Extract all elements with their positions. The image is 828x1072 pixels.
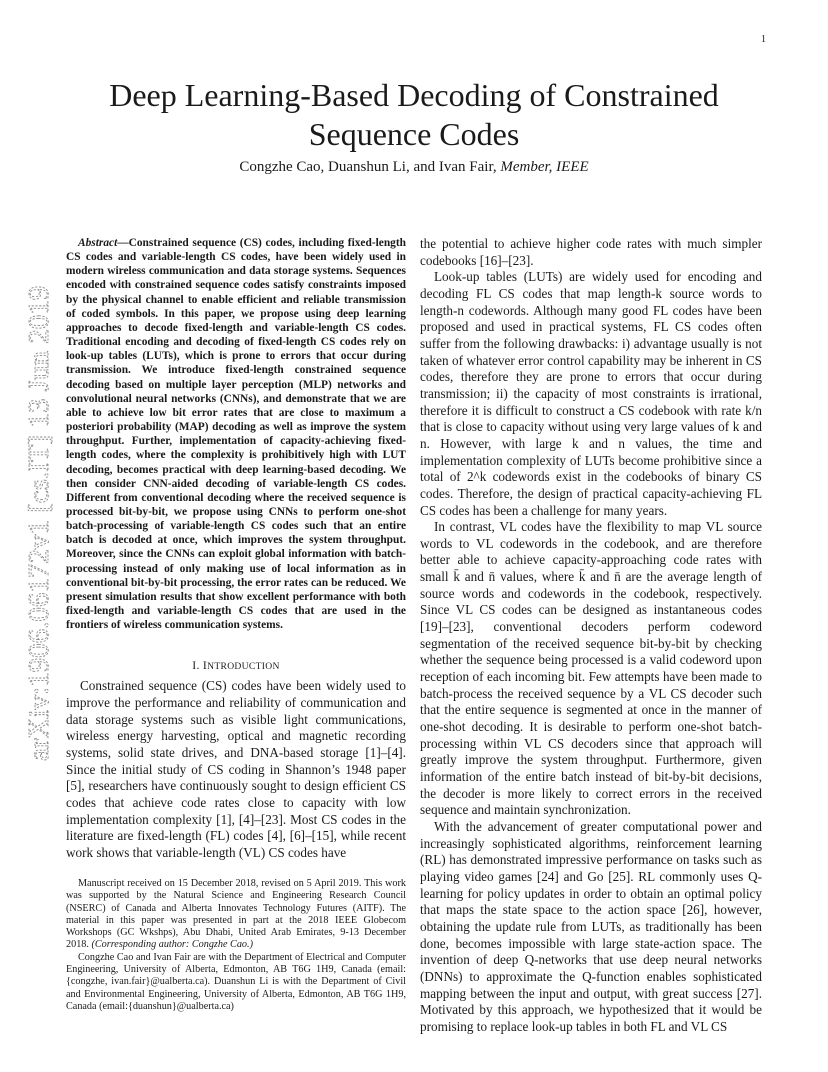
left-column	[66, 236, 406, 862]
abstract	[66, 236, 406, 632]
title-line-1: Deep Learning-Based Decoding of Constrained	[109, 77, 719, 113]
footnote-corresponding-author: (Corresponding author: Congzhe Cao.)	[91, 939, 253, 951]
right-column	[420, 236, 762, 1036]
arxiv-stamp-text: arXiv:1906.06172v1 [cs.IT] 13 Jun 2019	[23, 285, 55, 761]
author-names: Congzhe Cao, Duanshun Li, and Ivan Fair,	[239, 159, 497, 175]
abstract-label: Abstract	[78, 237, 118, 249]
footnote-affiliations: Congzhe Cao and Ivan Fair are with the Department of Electrical and Computer Engineering, University of Alberta, Edmonton, AB T6G 1H9, Canada (email:{congzhe, ivan.fair}@ualberta.ca). Duanshun Li is with the Department of Civil and Environmental Engineering, University of Alberta, Edmonton, AB T6G 1H9, Canada (email:{duanshun}@ualberta.ca)	[66, 951, 406, 1012]
author-membership: Member, IEEE	[500, 159, 589, 175]
arxiv-stamp	[6, 265, 58, 765]
paper-title	[60, 76, 768, 154]
footnote-manuscript: Manuscript received on 15 December 2018, revised on 5 April 2019. This work was supported by the Natural Science and Engineering Research Council (NSERC) of Canada and Alberta Innovates Technology Futures (AITF). The material in this paper was presented in part at the 2018 IEEE Globecom Workshops (GC Wkshps), Abu Dhabi, United Arab Emirates, 9-13 December 2018. (Corresponding author: Congzhe Cao.)	[66, 878, 406, 951]
right-paragraph-0: the potential to achieve higher code rates with much simpler codebooks [16]–[23].	[420, 236, 762, 268]
title-line-2: Sequence Codes	[308, 116, 520, 152]
page-number: 1	[761, 34, 766, 45]
right-paragraph-3: With the advancement of greater computational power and increasingly sophisticated algorithms, reinforcement learning (RL) has demonstrated impressive performance on tasks such as playing video games [24] and Go [25]. RL commonly uses Q-learning for policy updates in order to obtain an optimal policy that maps the state space to the action space [26], however, obtaining the update rule from LUTs, as traditionally has been done, becomes impossible with large state-action space. The invention of deep Q-networks that use deep neural networks (DNNs) to approximate the Q-function enables sophisticated mapping between the input and output, with great success [27]. Motivated by this approach, we hypothesized that it would be promising to replace look-up tables in both FL and VL CS	[420, 818, 762, 1034]
right-paragraph-1: Look-up tables (LUTs) are widely used for encoding and decoding FL CS codes that map length-k source words to length-n codewords. Although many good FL codes have been proposed and used in practical systems, FL CS codes often suffer from the following drawbacks: i) advantage usually is not taken of whatever error control capability may be inherent in CS codes, therefore they are prone to errors that occur during transmission; ii) the capacity of most constraints is irrational, therefore it is difficult to construct a CS codebook with rate k/n that is close to capacity without using very large values of k and n. However, with large k and n values, the time and implementation complexity of LUTs become prohibitive since a total of 2^k codewords exist in the codebooks of binary CS codes. Therefore, the design of practical capacity-achieving FL CS codes has been a challenge for many years.	[420, 269, 762, 518]
author-list	[60, 159, 768, 176]
intro-paragraph-1: Constrained sequence (CS) codes have been widely used to improve the performance and reliability of communication and data storage systems such as visible light communications, wireless energy harvesting, optical and magnetic recording systems, solid state drives, and DNA-based storage [1]–[4]. Since the initial study of CS coding in Shannon’s 1948 paper [5], researchers have continuously sought to design efficient CS codes that achieve code rates close to capacity with low implementation complexity [1], [4]–[23]. Most CS codes in the literature are fixed-length (FL) codes [4], [6]–[15], while recent work shows that variable-length (VL) CS codes have	[66, 678, 406, 860]
footnotes	[66, 878, 406, 1013]
abstract-text: —Constrained sequence (CS) codes, including fixed-length CS codes and variable-length CS codes, have been widely used in modern wireless communication and data storage systems. Sequences encoded with constrained sequence codes satisfy constraints imposed by the physical channel to enable efficient and reliable transmission of coded symbols. In this paper, we propose using deep learning approaches to decode fixed-length and variable-length CS codes. Traditional encoding and decoding of fixed-length CS codes rely on look-up tables (LUTs), which is prone to errors that occur during transmission. We introduce fixed-length constrained sequence decoding based on multiple layer perception (MLP) networks and convolutional neural networks (CNNs), and demonstrate that we are able to achieve low bit error rates that are close to maximum a posteriori probability (MAP) decoding as well as improve the system throughput. Further, implementation of capacity-achieving fixed-length codes, where the complexity is prohibitively high with LUT decoding, becomes practical with deep learning-based decoding. We then consider CNN-aided decoding of variable-length CS codes. Different from conventional decoding where the received sequence is processed bit-by-bit, we propose using CNNs to perform one-shot batch-processing of variable-length CS codes such that an entire batch is decoded at once, which improves the system throughput. Moreover, since the CNNs can exploit global information with batch-processing instead of only making use of local information as in conventional bit-by-bit processing, the error rates can be reduced. We present simulation results that show excellent performance with both fixed-length and variable-length CS codes that are used in the frontiers of wireless communication systems.	[66, 237, 406, 632]
section-heading-introduction: I. INTRODUCTION	[192, 659, 280, 673]
right-paragraph-2: In contrast, VL codes have the flexibility to map VL source words to VL codewords in the codebook, and are therefore better able to achieve capacity-approaching code rates with small k̄ and n̄ values, where k̄ and n̄ are the average length of source words and codewords in the codebook, respectively. Since VL CS codes can be designed as instantaneous codes [19]–[23], conventional decoders perform codeword segmentation of the received sequence bit-by-bit by checking whether the sequence being processed is a valid codeword upon reception of each incoming bit. Few attempts have been made to batch-process the received sequence by a VL CS decoder such that the entire sequence is segmented at once in the manner of one-shot decoding. It is desirable to perform one-shot batch-processing within VL CS decoders since that approach will greatly improve the system throughput. Furthermore, given information of the entire batch instead of bit-by-bit decisions, the decoder is more likely to correct errors in the received sequence and maintain synchronization.	[420, 519, 762, 818]
